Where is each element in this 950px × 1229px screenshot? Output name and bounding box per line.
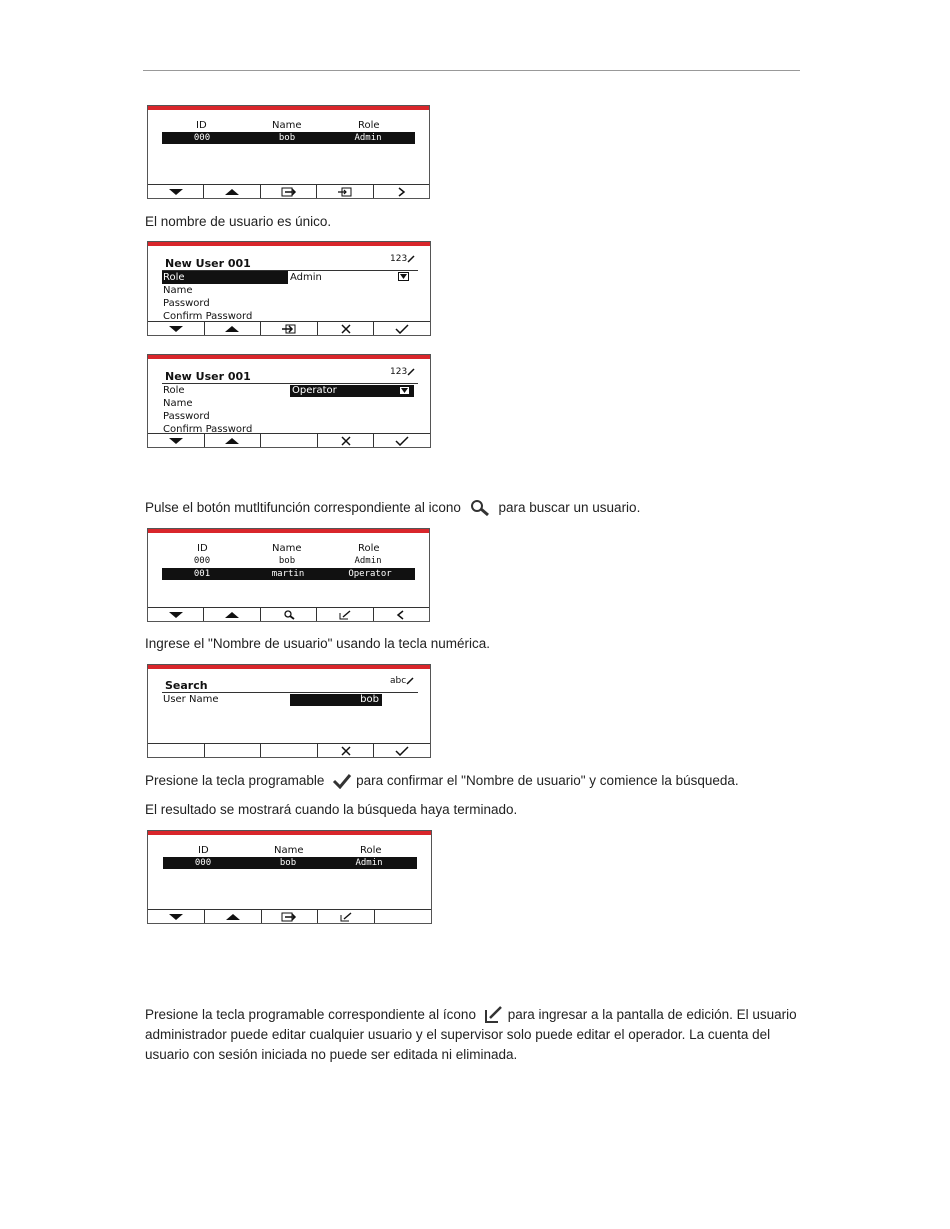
close-icon: [340, 746, 352, 756]
softkey-confirm[interactable]: [374, 744, 430, 757]
field-password[interactable]: Password: [163, 411, 210, 422]
edit-icon: [339, 610, 351, 620]
softkey-enter[interactable]: [261, 185, 317, 198]
paragraph-search-instruction: [145, 498, 640, 518]
row-name: martin: [271, 569, 305, 579]
screen-red-bar: [148, 242, 430, 246]
dropdown[interactable]: [398, 272, 409, 281]
softkey-enter[interactable]: [261, 322, 318, 335]
search-icon: [469, 499, 491, 517]
softkey-up[interactable]: [205, 910, 262, 923]
softkey-edit[interactable]: [318, 910, 375, 923]
softkey-search[interactable]: [261, 608, 317, 621]
paragraph-unique-username: El nombre de usuario es único.: [145, 214, 332, 229]
column-header-id: ID: [196, 120, 207, 131]
screen-red-bar: [148, 665, 430, 669]
up-arrow-icon: [224, 188, 240, 196]
new-user-screen-role-selected: [147, 241, 431, 336]
dropdown[interactable]: [399, 386, 410, 395]
row-role: Admin: [354, 133, 382, 143]
up-arrow-icon: [224, 437, 240, 445]
softkey-down[interactable]: [148, 608, 204, 621]
up-arrow-icon: [224, 325, 240, 333]
input-mode-label: abc: [390, 676, 407, 686]
screen-red-bar: [148, 355, 430, 359]
user-name-input[interactable]: [290, 694, 382, 706]
down-arrow-icon: [168, 611, 184, 619]
field-confirm-password[interactable]: Confirm Password: [163, 424, 253, 435]
enter-icon: [281, 187, 297, 197]
search-result-screen: [147, 830, 432, 924]
input-mode: [390, 367, 415, 377]
check-icon: [395, 436, 409, 446]
softkey-empty[interactable]: [375, 910, 431, 923]
row-role: Admin: [355, 858, 383, 868]
up-arrow-icon: [225, 913, 241, 921]
column-header-id: ID: [198, 845, 209, 856]
row-role: Admin: [354, 556, 382, 566]
row-name: bob: [278, 133, 296, 143]
softkey-empty[interactable]: [261, 434, 318, 447]
close-icon: [340, 324, 352, 334]
paragraph-edit-instruction: [145, 1005, 805, 1065]
pencil-icon: [406, 677, 414, 685]
down-arrow-icon: [168, 188, 184, 196]
screen-red-bar: [148, 831, 431, 835]
softkey-cancel[interactable]: [318, 434, 375, 447]
input-mode: [390, 676, 414, 686]
softkey-cancel[interactable]: [318, 322, 375, 335]
softkey-up[interactable]: [205, 434, 262, 447]
column-header-name: Name: [272, 120, 302, 131]
check-icon: [332, 773, 352, 789]
field-user-name: User Name: [163, 694, 219, 705]
close-icon: [340, 436, 352, 446]
softkey-cancel[interactable]: [318, 744, 375, 757]
add-user-icon: [337, 187, 353, 197]
text-before-icon: Presione la tecla programable correspondiente al ícono: [145, 1007, 476, 1022]
column-header-name: Name: [272, 543, 302, 554]
row-name: bob: [279, 858, 297, 868]
screen-title: New User 001: [165, 257, 251, 270]
down-arrow-icon: [168, 325, 184, 333]
text-after-icon: para confirmar el "Nombre de usuario" y comience la búsqueda.: [356, 773, 739, 788]
row-id: 000: [193, 133, 211, 143]
screen-red-bar: [148, 106, 429, 110]
softkey-confirm[interactable]: [374, 322, 430, 335]
softkey-add-user[interactable]: [317, 185, 373, 198]
field-confirm-password[interactable]: Confirm Password: [163, 311, 253, 322]
softkey-bar: [148, 321, 430, 335]
role-value[interactable]: Operator: [292, 385, 337, 396]
softkey-bar: [148, 607, 429, 621]
screen-title: Search: [165, 679, 208, 692]
text-before-icon: Presione la tecla programable: [145, 773, 325, 788]
column-header-id: ID: [197, 543, 208, 554]
softkey-up[interactable]: [205, 322, 262, 335]
softkey-empty[interactable]: [205, 744, 262, 757]
enter-icon: [281, 324, 297, 334]
softkey-empty[interactable]: [261, 744, 318, 757]
chevron-right-icon: [396, 187, 406, 197]
input-mode-label: 123: [390, 367, 408, 377]
up-arrow-icon: [224, 611, 240, 619]
check-icon: [395, 746, 409, 756]
input-mode: [390, 254, 415, 264]
softkey-empty[interactable]: [148, 744, 205, 757]
softkey-back[interactable]: [374, 608, 429, 621]
column-header-role: Role: [358, 120, 380, 131]
input-mode-label: 123: [390, 254, 408, 264]
text-after-icon: para ingresar a la pantalla de edición. El usuario administrador puede editar cualquier usuario y el supervisor solo puede editar el operador. La cuenta del usuario con sesión iniciada no puede ser editada ni eliminada.: [145, 1007, 797, 1062]
table-row[interactable]: [162, 132, 415, 144]
row-role: Operator: [348, 569, 392, 579]
chevron-down-icon: [400, 387, 409, 394]
softkey-down[interactable]: [148, 910, 205, 923]
user-list-screen-two-users: [147, 528, 430, 622]
text-before-icon: Pulse el botón mutltifunción correspondiente al icono: [145, 500, 461, 515]
check-icon: [395, 324, 409, 334]
softkey-confirm[interactable]: [374, 434, 430, 447]
field-role: Role: [163, 385, 185, 396]
softkey-bar: [148, 184, 429, 198]
title-underline: [162, 383, 418, 384]
paragraph-enter-username: Ingrese el "Nombre de usuario" usando la tecla numérica.: [145, 636, 491, 651]
field-name[interactable]: Name: [163, 398, 193, 409]
down-arrow-icon: [168, 437, 184, 445]
pencil-icon: [407, 255, 415, 263]
row-id: 000: [193, 556, 211, 566]
user-list-screen: [147, 105, 430, 199]
softkey-down[interactable]: [148, 434, 205, 447]
user-name-value: bob: [360, 694, 379, 705]
row-id: 001: [193, 569, 211, 579]
softkey-up[interactable]: [204, 608, 260, 621]
search-screen: [147, 664, 431, 758]
chevron-down-icon: [399, 273, 408, 280]
softkey-enter[interactable]: [262, 910, 319, 923]
header-rule: [143, 70, 800, 71]
enter-icon: [281, 912, 297, 922]
field-name[interactable]: Name: [163, 285, 193, 296]
softkey-bar: [148, 743, 430, 757]
column-header-role: Role: [358, 543, 380, 554]
softkey-up[interactable]: [204, 185, 260, 198]
role-value[interactable]: Admin: [290, 272, 322, 283]
field-role: Role: [163, 272, 185, 283]
screen-red-bar: [148, 529, 429, 533]
paragraph-result: El resultado se mostrará cuando la búsqueda haya terminado.: [145, 802, 518, 817]
pencil-icon: [407, 368, 415, 376]
paragraph-confirm-search: [145, 771, 739, 791]
table-row[interactable]: [163, 857, 417, 869]
table-row[interactable]: [162, 568, 415, 580]
field-password[interactable]: Password: [163, 298, 210, 309]
column-header-role: Role: [360, 845, 382, 856]
softkey-down[interactable]: [148, 185, 204, 198]
table-row[interactable]: [162, 555, 415, 567]
row-name: bob: [278, 556, 296, 566]
row-id: 000: [194, 858, 212, 868]
chevron-left-icon: [396, 610, 406, 620]
column-header-name: Name: [274, 845, 304, 856]
softkey-edit[interactable]: [317, 608, 373, 621]
softkey-next[interactable]: [374, 185, 429, 198]
text-after-icon: para buscar un usuario.: [498, 500, 641, 515]
screen-title: New User 001: [165, 370, 251, 383]
edit-icon: [340, 912, 352, 922]
softkey-bar: [148, 909, 431, 923]
down-arrow-icon: [168, 913, 184, 921]
edit-icon: [484, 1006, 504, 1024]
new-user-screen-operator-selected: [147, 354, 431, 448]
search-icon: [283, 610, 295, 620]
softkey-down[interactable]: [148, 322, 205, 335]
softkey-bar: [148, 433, 430, 447]
